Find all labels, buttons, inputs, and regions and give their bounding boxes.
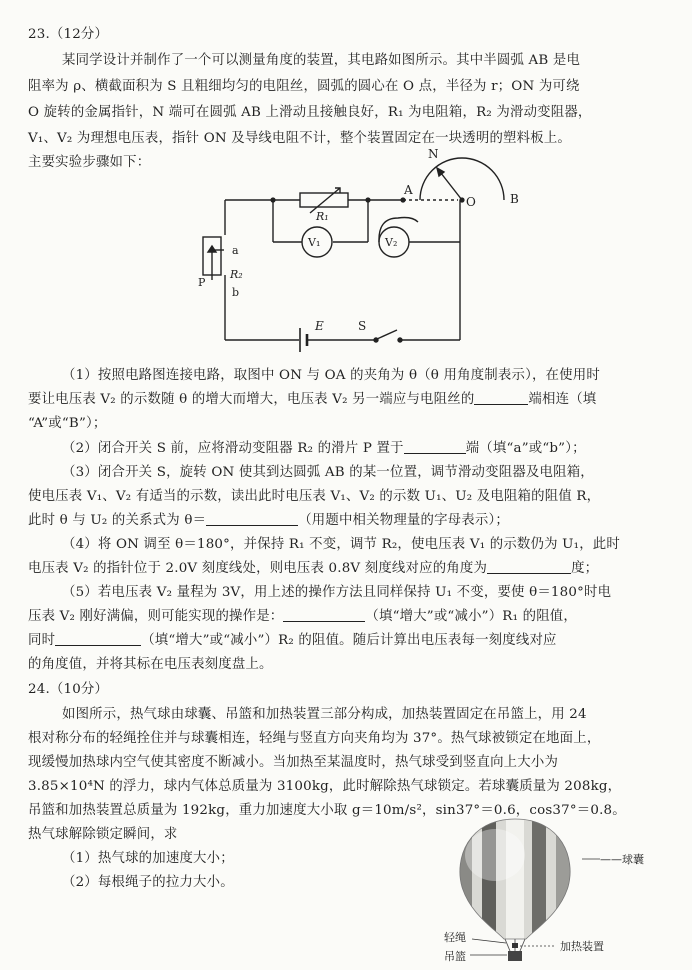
q23-step3-line-3 — [28, 508, 670, 534]
label-A: A — [404, 183, 413, 197]
q23-step5-line-3 — [28, 628, 670, 654]
answer-blank[interactable] — [487, 559, 571, 574]
q23-step5-line-2 — [28, 604, 670, 630]
label-b: b — [232, 286, 240, 299]
q23-step2 — [62, 436, 670, 462]
label-E: E — [315, 319, 324, 333]
q24-text-line-1: 如图所示，热气球由球囊、吊篮和加热装置三部分构成，加热装置固定在吊篮上，用 24 — [62, 707, 587, 722]
voltmeter-V1: V₁ — [308, 236, 321, 249]
junction-dot — [400, 197, 405, 202]
heater — [512, 943, 518, 948]
q23-intro-line-1: 某同学设计并制作了一个可以测量角度的装置，其电路如图所示。其中半圆弧 AB 是电 — [62, 53, 581, 68]
step3-text: 此时 θ 与 U₂ 的关系式为 θ＝ — [28, 513, 207, 528]
q24-text-line-3: 现缓慢加热球内空气使其密度不断减小。当加热至某温度时，热气球受到竖直向上大小为 — [28, 755, 559, 770]
circuit-diagram — [0, 0, 692, 360]
q24-text-line-2: 根对称分布的轻绳拴住并与球囊相连，轻绳与竖直方向夹角均为 37°。热气球被锁定在地面上， — [28, 731, 601, 746]
q23-step4-line-2 — [28, 556, 670, 582]
q24-text-line-5: 吊篮和加热装置总质量为 192kg，重力加速度大小取 g＝10m/s²，sin37°＝0.6，cos37°＝0.8。 — [28, 803, 626, 818]
q24-header: 24.（10分） — [28, 682, 109, 697]
label-a: a — [232, 244, 239, 257]
answer-blank[interactable] — [404, 439, 466, 454]
answer-blank[interactable] — [474, 390, 528, 405]
q23-step1-line-1: （1）按照电路图连接电路，取图中 ON 与 OA 的夹角为 θ（θ 用角度制表示），在使用时 — [62, 368, 600, 383]
q23-step4-line-1: （4）将 ON 调至 θ＝180°，并保持 R₁ 不变，调节 R₂，使电压表 V₁ 的示数仍为 U₁，此时 — [62, 537, 620, 552]
step4-text: 电压表 V₂ 的指针位于 2.0V 刻度线处，则电压表 0.8V 刻度线对应的角度为 — [28, 561, 488, 576]
q24-text-line-4: 3.85×10⁴N 的浮力，球内气体总质量为 3100kg，此时解除热气球锁定。若球囊质量为 208kg， — [28, 779, 622, 794]
label-P: P — [198, 276, 206, 289]
answer-blank[interactable] — [206, 511, 298, 526]
step2-text: （2）闭合开关 S 前，应将滑动变阻器 R₂ 的滑片 P 置于 — [62, 441, 404, 456]
q23-intro-line-3: O 旋转的金属指针，N 端可在圆弧 AB 上滑动且接触良好，R₁ 为电阻箱，R₂ 为滑动变阻器， — [28, 105, 592, 120]
label-heater: 加热装置 — [560, 940, 604, 953]
q23-step5-line-4: 的角度值，并将其标在电压表刻度盘上。 — [28, 657, 273, 672]
basket — [508, 951, 522, 961]
step2-text-b: 端（填“a”或“b”）； — [465, 441, 586, 456]
label-envelope: ——球囊 — [600, 853, 644, 866]
step1-text-b: 端相连（填 — [528, 392, 597, 407]
q24-text-line-6: 热气球解除锁定瞬间，求 — [28, 827, 178, 842]
q24-sub-1: （1）热气球的加速度大小； — [62, 851, 234, 866]
label-O: O — [466, 195, 476, 209]
q23-step1-line-2 — [28, 387, 670, 413]
q23-intro-line-5: 主要实验步骤如下： — [28, 155, 151, 170]
step3-text-b: （用题中相关物理量的字母表示）； — [298, 513, 509, 528]
junction-dot — [365, 197, 370, 202]
step5-text: 压表 V₂ 刚好满偏，则可能实现的操作是： — [28, 609, 284, 624]
answer-blank[interactable] — [283, 607, 365, 622]
q24-sub-2: （2）每根绳子的拉力大小。 — [62, 875, 234, 890]
q23-header: 23.（12分） — [28, 27, 109, 42]
label-N: N — [428, 147, 439, 161]
label-basket: 吊篮 — [444, 950, 466, 963]
voltmeter-V2: V₂ — [385, 236, 398, 249]
balloon-figure — [420, 815, 680, 970]
q23-intro-line-2: 阻率为 ρ、横截面积为 S 且粗细均匀的电阻丝，圆弧的圆心在 O 点，半径为 r；ON 为可绕 — [28, 79, 580, 94]
step5-text-c: 同时 — [28, 633, 56, 648]
label-rope: 轻绳 — [444, 931, 466, 944]
label-B: B — [510, 192, 519, 206]
step5-text-b: （填“增大”或“减小”）R₁ 的阻值， — [365, 609, 577, 624]
balloon-envelope — [450, 815, 580, 945]
step4-text-b: 度； — [571, 561, 599, 576]
label-R2: R₂ — [230, 268, 243, 281]
q23-step1-line-3: “A”或“B”）； — [28, 416, 107, 431]
q23-step5-line-1: （5）若电压表 V₂ 量程为 3V，用上述的操作方法且同样保持 U₁ 不变，要使 θ＝180°时电 — [62, 585, 612, 600]
step5-text-d: （填“增大”或“减小”）R₂ 的阻值。随后计算出电压表每一刻度线对应 — [141, 633, 557, 648]
answer-blank[interactable] — [55, 631, 141, 646]
step1-text: 要让电压表 V₂ 的示数随 θ 的增大而增大，电压表 V₂ 另一端应与电阻丝的 — [28, 392, 475, 407]
label-S: S — [358, 319, 367, 333]
q23-step3-line-1: （3）闭合开关 S，旋转 ON 使其到达圆弧 AB 的某一位置，调节滑动变阻器及电阻箱， — [62, 465, 594, 480]
center-dot — [459, 197, 464, 202]
junction-dot — [270, 197, 275, 202]
q23-step3-line-2: 使电压表 V₁、V₂ 有适当的示数，读出此时电压表 V₁、V₂ 的示数 U₁、U₂ 及电阻箱的阻值 R， — [28, 489, 601, 504]
q23-intro-line-4: V₁、V₂ 为理想电压表，指针 ON 及导线电阻不计，整个装置固定在一块透明的塑料板上。 — [28, 131, 572, 146]
label-R1: R₁ — [316, 210, 329, 223]
